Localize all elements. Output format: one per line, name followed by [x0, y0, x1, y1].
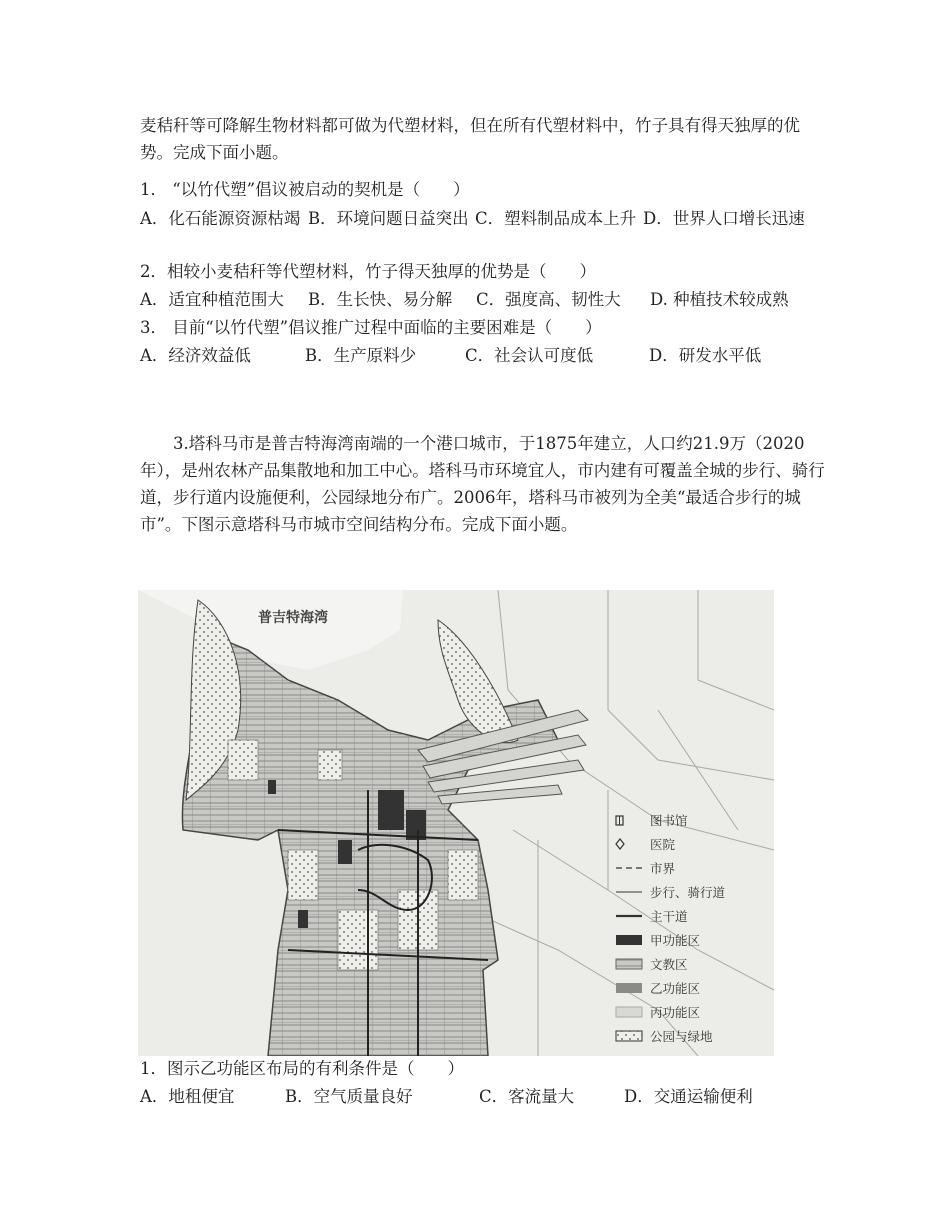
question-4-options: [140, 1083, 753, 1107]
question-2-option-d: D. 种植技术较成熟: [650, 290, 789, 309]
svg-text:公园与绿地: 公园与绿地: [650, 1029, 713, 1044]
svg-text:步行、骑行道: 步行、骑行道: [650, 885, 726, 900]
question-1-stem: 1． “以竹代塑”倡议被启动的契机是（ ）: [140, 180, 470, 199]
question-1-option-a: A．化石能源资源枯竭: [140, 209, 301, 228]
question-2-options: [140, 286, 789, 310]
svg-text:市界: 市界: [650, 861, 676, 876]
svg-text:丙功能区: 丙功能区: [650, 1005, 701, 1020]
question-4-option-c: C．客流量大: [479, 1087, 575, 1106]
question-1-options: [140, 205, 840, 259]
svg-text:文教区: 文教区: [650, 957, 688, 972]
question-3-option-a: A．经济效益低: [140, 346, 251, 365]
question-2-option-b: B．生长快、易分解: [308, 290, 453, 309]
question-3-option-d: D．研发水平低: [649, 346, 762, 365]
svg-text:医院: 医院: [650, 837, 676, 852]
question-2-option-c: C．强度高、韧性大: [476, 290, 621, 309]
question-1-option-c: C．塑料制品成本上升: [475, 209, 637, 228]
svg-text:乙功能区: 乙功能区: [650, 981, 701, 996]
tacoma-city-structure-map: [138, 590, 774, 1056]
question-4-option-a: A．地租便宜: [140, 1087, 235, 1106]
svg-text:图书馆: 图书馆: [650, 813, 688, 828]
question-1-option-d: D．世界人口增长迅速: [643, 209, 805, 228]
bay-label: 普吉特海湾: [258, 610, 328, 626]
intro-paragraph: 麦秸秆等可降解生物材料都可做为代塑材料，但在所有代塑材料中，竹子具有得天独厚的优势。完成下面小题。: [140, 116, 800, 162]
svg-text:主干道: 主干道: [650, 909, 688, 924]
question-4-stem: 1．图示乙功能区布局的有利条件是（ ）: [140, 1059, 464, 1078]
question-4-option-b: B．空气质量良好: [285, 1087, 413, 1106]
question-3-options: [140, 342, 761, 366]
question-3-stem: 3． 目前“以竹代塑”倡议推广过程中面临的主要困难是（ ）: [140, 318, 602, 337]
svg-text:甲功能区: 甲功能区: [650, 933, 701, 948]
question-2-option-a: A．适宜种植范围大: [140, 290, 284, 309]
question-3-option-b: B．生产原料少: [305, 346, 417, 365]
question-4-option-d: D．交通运输便利: [624, 1087, 753, 1106]
question-1-option-b: B．环境问题日益突出: [308, 209, 469, 228]
question-2-stem: 2．相较小麦秸秆等代塑材料，竹子得天独厚的优势是（ ）: [140, 262, 596, 281]
passage-2: 3.塔科马市是普吉特海湾南端的一个港口城市，于1875年建立，人口约21.9万（2020年），是州农林产品集散地和加工中心。塔科马市环境宜人，市内建有可覆盖全城的步行、骑行道，步行道内设施便利，公园绿地分布广。2006年，塔科马市被列为全美“最适合步行的城市”。下图示意塔科马市城市空间结构分布。完成下面小题。: [140, 434, 825, 534]
question-3-option-c: C．社会认可度低: [465, 346, 594, 365]
